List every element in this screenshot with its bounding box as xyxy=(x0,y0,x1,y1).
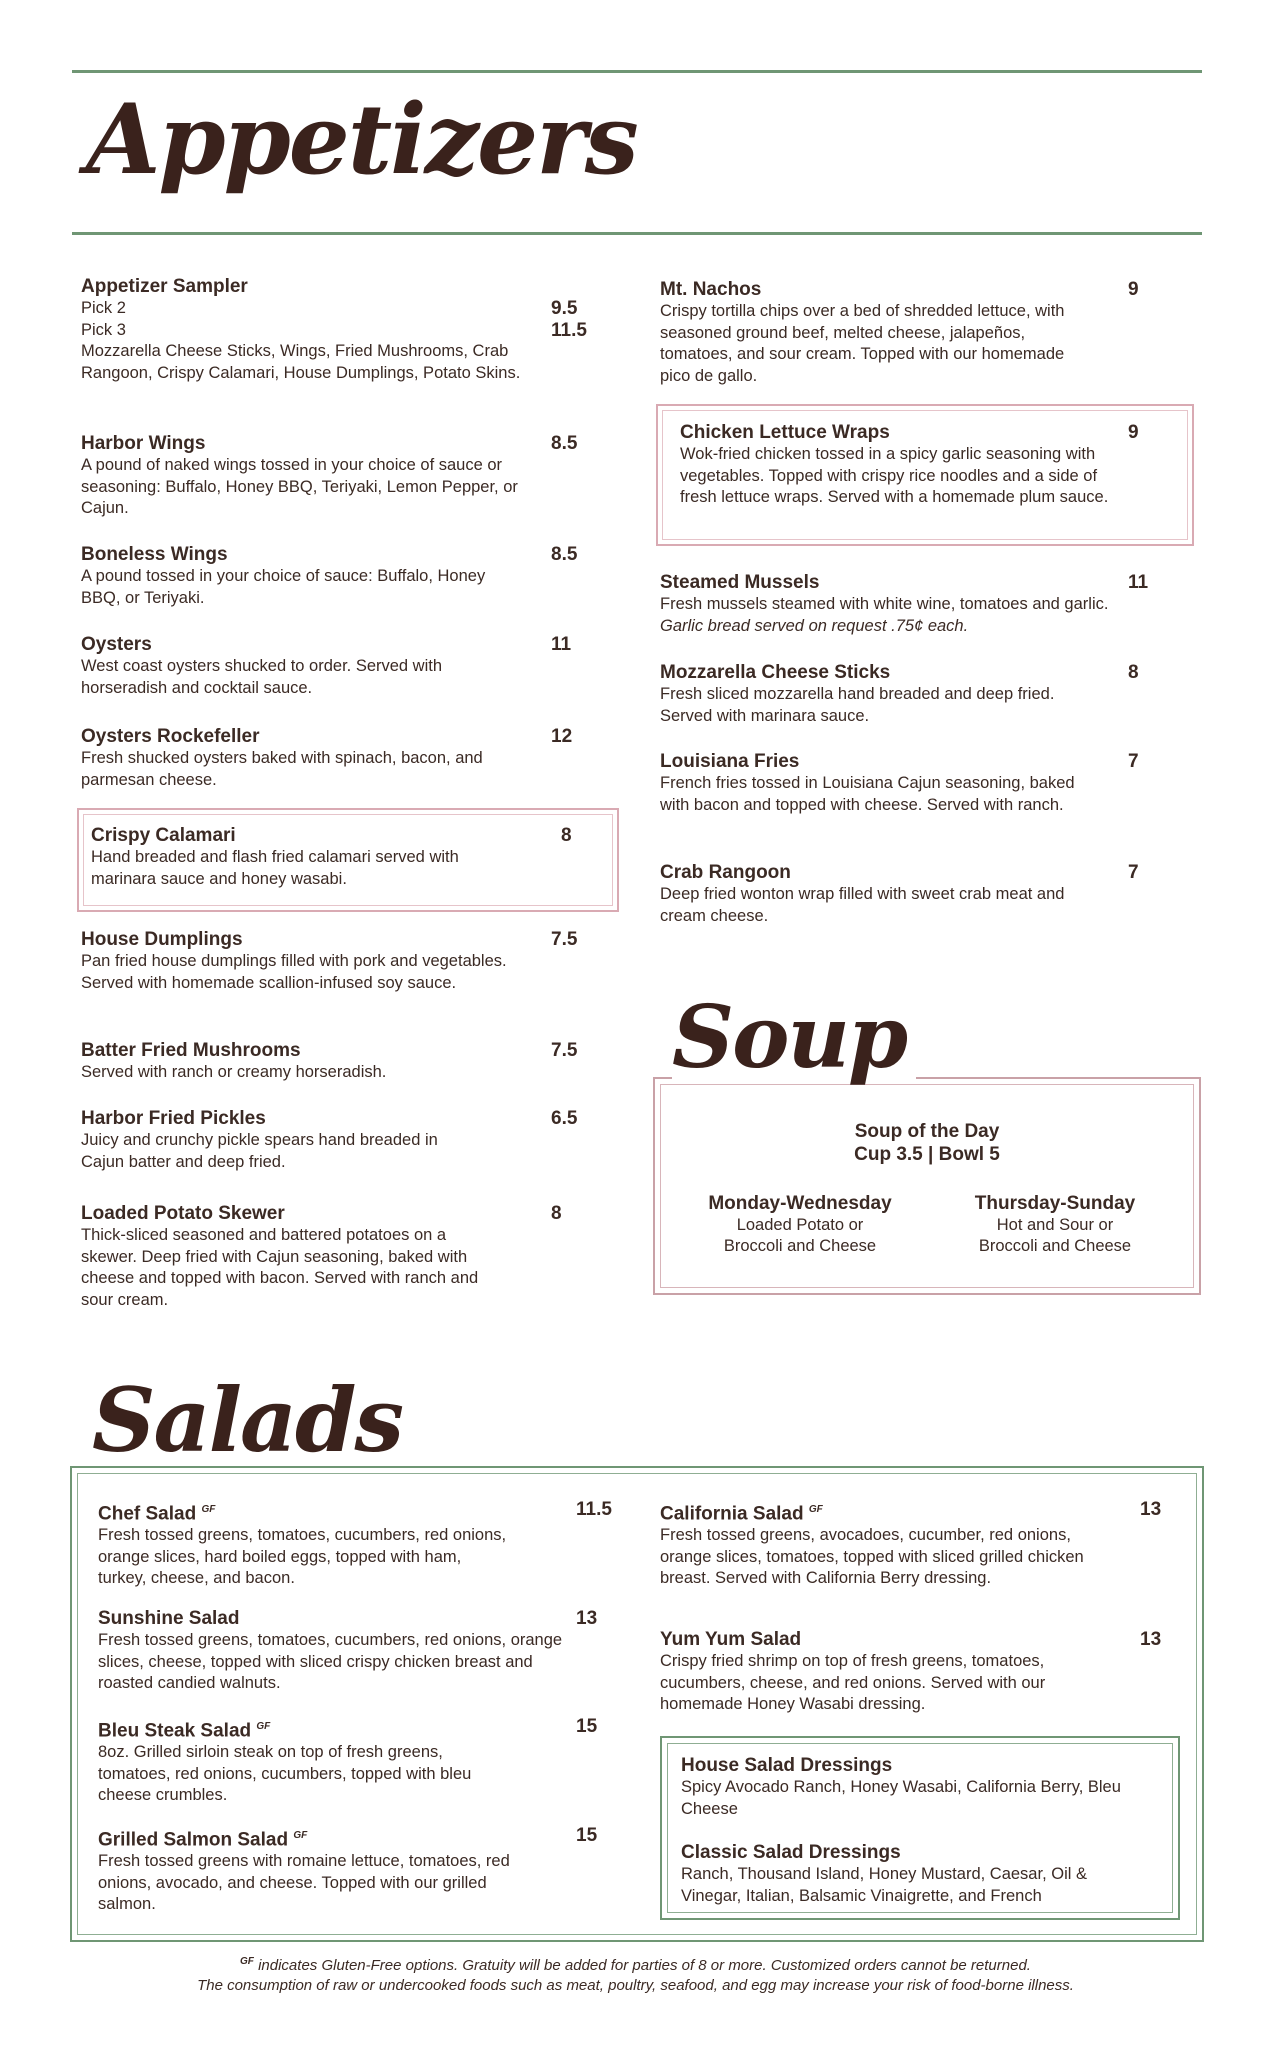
item-name xyxy=(98,1499,618,1525)
item-price: 7 xyxy=(1128,862,1139,883)
menu-item-appetizer-sampler xyxy=(81,276,601,384)
item-description: Fresh tossed greens, tomatoes, cucumbers, red onions, orange slices, cheese, topped with sliced crispy chicken breast and roasted candied walnuts. xyxy=(98,1631,563,1692)
menu-item-bleu-steak-salad xyxy=(98,1716,618,1807)
dressings-classic xyxy=(681,1842,1161,1907)
item-description: Crispy fried shrimp on top of fresh greens, tomatoes, cucumbers, cheese, and red onions. Served with our homemade Honey Wasabi dressing. xyxy=(660,1652,1046,1713)
item-price: 8 xyxy=(561,825,572,846)
menu-item-steamed-mussels xyxy=(660,572,1160,637)
item-description: 8oz. Grilled sirloin steak on top of fresh greens, tomatoes, red onions, cucumbers, topped with bleu cheese crumbles. xyxy=(98,1743,472,1805)
dressing-title: House Salad Dressings xyxy=(681,1755,893,1776)
menu-item-oysters-rockefeller xyxy=(81,726,601,791)
gluten-free-mark: GF xyxy=(240,1956,254,1967)
item-description: Fresh shucked oysters baked with spinach, bacon, and parmesan cheese. xyxy=(81,749,483,789)
appetizers-title: Appetizers xyxy=(86,92,647,188)
soup-schedule-weekdays xyxy=(680,1193,920,1257)
soup-days: Monday-Wednesday xyxy=(708,1193,892,1214)
menu-item-mt-nachos xyxy=(660,279,1150,387)
footer-disclaimer xyxy=(0,1952,1271,1996)
item-name xyxy=(660,1499,1170,1525)
gluten-free-mark: GF xyxy=(256,1721,271,1732)
item-description: Thick-sliced seasoned and battered potatoes on a skewer. Deep fried with Cajun seasoning, baked with cheese and topped with bacon. Served with ranch and sour cream. xyxy=(81,1226,479,1309)
soup-of-the-day xyxy=(653,1120,1201,1166)
sampler-option xyxy=(81,320,601,342)
item-price: 7.5 xyxy=(551,1040,578,1061)
salads-title: Salads xyxy=(92,1376,412,1464)
soup-prices: Cup 3.5 | Bowl 5 xyxy=(854,1144,1000,1165)
menu-item-harbor-fried-pickles xyxy=(81,1108,601,1173)
menu-item-louisiana-fries xyxy=(660,751,1160,816)
item-price: 13 xyxy=(1140,1629,1162,1650)
item-description: Fresh sliced mozzarella hand breaded and deep fried. Served with marinara sauce. xyxy=(660,685,1055,725)
item-name: Harbor Wings xyxy=(81,433,206,454)
menu-item-loaded-potato-skewer xyxy=(81,1203,601,1311)
item-description: Juicy and crunchy pickle spears hand breaded in Cajun batter and deep fried. xyxy=(81,1131,438,1171)
item-description: West coast oysters shucked to order. Served with horseradish and cocktail sauce. xyxy=(81,657,443,697)
item-price: 11 xyxy=(551,634,572,655)
item-name: Boneless Wings xyxy=(81,544,228,565)
menu-item-house-dumplings xyxy=(81,929,601,994)
desc-text: Fresh mussels steamed with white wine, tomatoes and garlic. xyxy=(660,595,1109,613)
soup-option: Broccoli and Cheese xyxy=(723,1237,877,1255)
option-label: Pick 2 xyxy=(81,299,126,317)
item-price: 11.5 xyxy=(576,1499,612,1520)
top-rule xyxy=(72,70,1202,73)
item-name: Louisiana Fries xyxy=(660,751,800,772)
dressing-list: Spicy Avocado Ranch, Honey Wasabi, California Berry, Bleu Cheese xyxy=(681,1778,1121,1818)
item-name: Oysters xyxy=(81,634,152,655)
item-price: 13 xyxy=(1140,1499,1162,1520)
item-price: 12 xyxy=(551,726,573,747)
gluten-free-mark: GF xyxy=(808,1504,823,1515)
option-price: 9.5 xyxy=(551,298,578,319)
item-name-text: Grilled Salmon Salad xyxy=(98,1829,289,1851)
item-name: Oysters Rockefeller xyxy=(81,726,260,747)
menu-item-batter-fried-mushrooms xyxy=(81,1040,601,1084)
item-price: 7.5 xyxy=(551,929,578,950)
item-description: Crispy tortilla chips over a bed of shredded lettuce, with seasoned ground beef, melted cheese, jalapeños, tomatoes, and sour cream. Topped with our homemade pico de gallo. xyxy=(660,302,1065,385)
item-description: Pan fried house dumplings filled with pork and vegetables. Served with homemade scallion-infused soy sauce. xyxy=(81,952,507,992)
gluten-free-mark: GF xyxy=(201,1504,216,1515)
menu-item-oysters xyxy=(81,634,601,699)
soup-option: Loaded Potato or xyxy=(736,1216,864,1234)
item-price: 11 xyxy=(1128,572,1149,593)
item-price: 9 xyxy=(1128,422,1139,443)
item-price: 8 xyxy=(1128,662,1139,683)
item-name-text: Bleu Steak Salad xyxy=(98,1720,252,1742)
soup-days: Thursday-Sunday xyxy=(974,1193,1136,1214)
footer-line: The consumption of raw or undercooked foods such as meat, poultry, seafood, and egg may increase your risk of food-borne illness. xyxy=(197,1977,1074,1994)
menu-item-chef-salad xyxy=(98,1499,618,1590)
item-price: 8.5 xyxy=(551,544,578,565)
item-name: House Dumplings xyxy=(81,929,243,950)
menu-item-yum-yum-salad xyxy=(660,1629,1170,1716)
item-description: Wok-fried chicken tossed in a spicy garlic seasoning with vegetables. Topped with crispy rice noodles and a side of fresh lettuce wraps. Served with a homemade plum sauce. xyxy=(680,445,1109,506)
item-name: Batter Fried Mushrooms xyxy=(81,1040,301,1061)
item-description: A pound of naked wings tossed in your choice of sauce or seasoning: Buffalo, Honey BBQ, Teriyaki, Lemon Pepper, or Cajun. xyxy=(81,456,518,517)
item-description: Hand breaded and flash fried calamari served with marinara sauce and honey wasabi. xyxy=(91,848,459,888)
menu-item-california-salad xyxy=(660,1499,1170,1590)
item-description: Fresh tossed greens, avocadoes, cucumber, red onions, orange slices, tomatoes, topped with sliced grilled chicken breast. Served with California Berry dressing. xyxy=(660,1526,1084,1588)
option-price: 11.5 xyxy=(551,319,587,341)
desc-note: Garlic bread served on request .75¢ each. xyxy=(660,616,969,635)
sampler-option xyxy=(81,298,601,320)
item-name: Chicken Lettuce Wraps xyxy=(680,422,890,443)
item-name: Harbor Fried Pickles xyxy=(81,1108,266,1129)
menu-item-sunshine-salad xyxy=(98,1608,618,1695)
item-name: Appetizer Sampler xyxy=(81,276,248,297)
soup-title: Soup xyxy=(672,995,916,1081)
item-price: 9 xyxy=(1128,279,1139,300)
footer-text: indicates Gluten-Free options. Gratuity will be added for parties of 8 or more. Customized orders cannot be returned. xyxy=(258,1957,1031,1974)
item-name: Steamed Mussels xyxy=(660,572,820,593)
item-description: Fresh tossed greens, tomatoes, cucumbers, red onions, orange slices, hard boiled eggs, topped with ham, turkey, cheese, and bacon. xyxy=(98,1526,507,1588)
item-name: Sunshine Salad xyxy=(98,1608,240,1629)
soup-option: Hot and Sour or xyxy=(996,1216,1114,1234)
item-name: Crispy Calamari xyxy=(91,825,236,846)
item-price: 8 xyxy=(551,1203,562,1224)
item-description xyxy=(660,594,1110,637)
item-name: Yum Yum Salad xyxy=(660,1629,802,1650)
footer-line xyxy=(0,1952,1271,1976)
item-name: Loaded Potato Skewer xyxy=(81,1203,285,1224)
menu-item-chicken-lettuce-wraps xyxy=(680,422,1170,509)
soup-box xyxy=(653,1077,1201,1295)
item-name xyxy=(98,1825,618,1851)
item-name-text: Chef Salad xyxy=(98,1503,197,1525)
item-price: 13 xyxy=(576,1608,598,1629)
item-name: Mozzarella Cheese Sticks xyxy=(660,662,891,683)
item-price: 7 xyxy=(1128,751,1139,772)
item-description: Deep fried wonton wrap filled with sweet crab meat and cream cheese. xyxy=(660,885,1065,925)
item-name: Crab Rangoon xyxy=(660,862,791,883)
menu-item-mozzarella-cheese-sticks xyxy=(660,662,1160,727)
soup-schedule-weekend xyxy=(935,1193,1175,1257)
item-price: 6.5 xyxy=(551,1108,578,1129)
dressing-list: Ranch, Thousand Island, Honey Mustard, Caesar, Oil & Vinegar, Italian, Balsamic Vinaigrette, and French xyxy=(681,1865,1087,1905)
menu-item-harbor-wings xyxy=(81,433,601,520)
item-description: Fresh tossed greens with romaine lettuce, tomatoes, red onions, avocado, and cheese. Topped with our grilled salmon. xyxy=(98,1852,510,1914)
menu-item-crispy-calamari xyxy=(91,825,591,890)
soup-option: Broccoli and Cheese xyxy=(978,1237,1132,1255)
appetizers-rule xyxy=(72,232,1202,235)
item-name: Mt. Nachos xyxy=(660,279,762,300)
item-name-text: California Salad xyxy=(660,1503,804,1525)
item-description: French fries tossed in Louisiana Cajun seasoning, baked with bacon and topped with cheese. Served with ranch. xyxy=(660,774,1075,814)
item-name xyxy=(98,1716,618,1742)
item-price: 15 xyxy=(576,1825,598,1846)
item-description: Mozzarella Cheese Sticks, Wings, Fried Mushrooms, Crab Rangoon, Crispy Calamari, House Dumplings, Potato Skins. xyxy=(81,342,521,382)
menu-item-grilled-salmon-salad xyxy=(98,1825,618,1916)
soup-heading: Soup of the Day xyxy=(854,1121,1000,1142)
item-description: A pound tossed in your choice of sauce: Buffalo, Honey BBQ, or Teriyaki. xyxy=(81,567,486,607)
option-label: Pick 3 xyxy=(81,320,126,339)
dressings-house xyxy=(681,1755,1161,1820)
item-description: Served with ranch or creamy horseradish. xyxy=(81,1063,387,1081)
dressing-title: Classic Salad Dressings xyxy=(681,1842,901,1863)
item-price: 15 xyxy=(576,1716,598,1737)
menu-item-crab-rangoon xyxy=(660,862,1160,927)
gluten-free-mark: GF xyxy=(293,1830,308,1841)
menu-item-boneless-wings xyxy=(81,544,601,609)
item-price: 8.5 xyxy=(551,433,578,454)
